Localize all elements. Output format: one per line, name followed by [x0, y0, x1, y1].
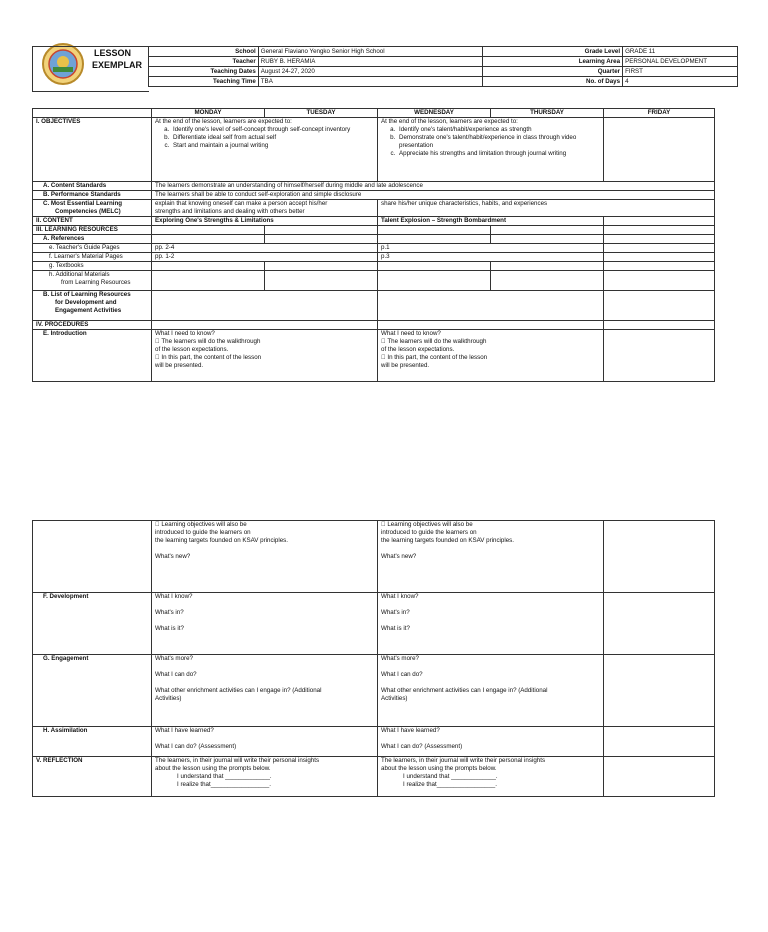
- header-row: [149, 47, 738, 57]
- monday-tg-pages: pp. 2-4: [152, 244, 378, 253]
- day-header: TUESDAY: [265, 109, 378, 118]
- content-standards-text: The learners demonstrate an understanding of himself/herself during middle and late adolescence: [152, 182, 715, 191]
- development-row: [33, 593, 715, 655]
- header-row: [149, 77, 738, 87]
- header-label: Teacher: [149, 57, 259, 67]
- textbooks-row: [33, 262, 715, 271]
- learning-resources-row: [33, 226, 715, 235]
- row-label: F. Development: [33, 593, 152, 655]
- objective-item: b. Demonstrate one's talent/habit/experience in class through video presentation: [397, 134, 600, 150]
- row-label: h. Additional Materials from Learning Resources: [33, 271, 152, 291]
- row-label: g. Textbooks: [33, 262, 152, 271]
- additional-materials-row: [33, 271, 715, 291]
- tg-pages-row: [33, 244, 715, 253]
- reflection-row: [33, 757, 715, 797]
- performance-standards-row: [33, 191, 715, 200]
- row-label: I. OBJECTIVES: [33, 118, 152, 182]
- wednesday-lm-pages: p.3: [378, 253, 604, 262]
- monday-introduction-continued: Learning objectives will also be introduced to guide the learners on the learning targets founded on KSAV principles. What's new?: [152, 521, 378, 593]
- row-label: IV. PROCEDURES: [33, 321, 152, 330]
- monday-introduction: What I need to know? The learners will do the walkthrough of the lesson expectations. In this part, the content of the lesson will be presented.: [152, 330, 378, 382]
- header-value: FIRST: [623, 67, 738, 77]
- row-label: E. Introduction: [33, 330, 152, 382]
- row-label: B. List of Learning Resources for Development and Engagement Activities: [33, 291, 152, 321]
- day-header-row: [33, 109, 715, 118]
- day-header: MONDAY: [152, 109, 265, 118]
- objective-item: c. Appreciate his strengths and limitation through journal writing: [397, 150, 600, 158]
- day-header: WEDNESDAY: [378, 109, 491, 118]
- header-label: Teaching Dates: [149, 67, 259, 77]
- content-standards-row: [33, 182, 715, 191]
- monday-assimilation: What I have learned? What I can do? (Assessment): [152, 727, 378, 757]
- objective-item: a. Identify one's talent/habit/experience as strength: [397, 126, 600, 134]
- monday-engagement: What's more? What I can do? What other enrichment activities can I engage in? (Additional Activities): [152, 655, 378, 727]
- references-row: [33, 235, 715, 244]
- objective-item: a. Identify one's level of self-concept through self-concept inventory: [171, 126, 374, 134]
- content-row: [33, 217, 715, 226]
- wednesday-content: Talent Explosion – Strength Bombardment: [378, 217, 604, 226]
- objectives-row: [33, 118, 715, 182]
- performance-standards-text: The learners shall be able to conduct self-exploration and simple disclosure: [152, 191, 715, 200]
- wednesday-development: What I know? What's in? What is it?: [378, 593, 604, 655]
- header-value: TBA: [258, 77, 483, 87]
- engagement-row: [33, 655, 715, 727]
- header-logo-box: [32, 46, 149, 92]
- daily-lesson-table: [32, 108, 715, 382]
- wednesday-assimilation: What I have learned? What I can do? (Assessment): [378, 727, 604, 757]
- objective-item: c. Start and maintain a journal writing: [171, 142, 374, 150]
- header-row: [149, 57, 738, 67]
- row-label: e. Teacher's Guide Pages: [33, 244, 152, 253]
- row-label: C. Most Essential Learning Competencies (MELC): [33, 200, 152, 217]
- wednesday-engagement: What's more? What I can do? What other enrichment activities can I engage in? (Additional Activities): [378, 655, 604, 727]
- row-label: V. REFLECTION: [33, 757, 152, 797]
- header-value: PERSONAL DEVELOPMENT: [623, 57, 738, 67]
- wednesday-introduction: What I need to know? The learners will do the walkthrough of the lesson expectations. In this part, the content of the lesson will be presented.: [378, 330, 604, 382]
- assimilation-row: [33, 727, 715, 757]
- header-row: [149, 67, 738, 77]
- header-label: No. of Days: [483, 77, 623, 87]
- row-label: A. References: [33, 235, 152, 244]
- wednesday-reflection: The learners, in their journal will write their personal insights about the lesson using the prompts below. I understand that _____________. I realize that_________________.: [378, 757, 604, 797]
- row-label: G. Engagement: [33, 655, 152, 727]
- list-resources-row: [33, 291, 715, 321]
- row-label: II. CONTENT: [33, 217, 152, 226]
- monday-lm-pages: pp. 1-2: [152, 253, 378, 262]
- header-label: Teaching Time: [149, 77, 259, 87]
- monday-development: What I know? What's in? What is it?: [152, 593, 378, 655]
- title-line-2: EXEMPLAR: [92, 60, 143, 70]
- lm-pages-row: [33, 253, 715, 262]
- header-label: School: [149, 47, 259, 57]
- row-label: III. LEARNING RESOURCES: [33, 226, 152, 235]
- header-value: GRADE 11: [623, 47, 738, 57]
- wednesday-objectives: At the end of the lesson, learners are expected to: a. Identify one's talent/habit/experience as strength b. Demonstrate one's talent/habit/experience in class through video presentation c. Appreciate his strengths and limitation through journal writing: [378, 118, 604, 182]
- introduction-continued-row: [33, 521, 715, 593]
- header-label: Quarter: [483, 67, 623, 77]
- header-value: August 24-27, 2020: [258, 67, 483, 77]
- monday-objectives: At the end of the lesson, learners are expected to: a. Identify one's level of self-concept through self-concept inventory b. Differentiate ideal self from actual self c. Start and maintain a journal writing: [152, 118, 378, 182]
- day-header: FRIDAY: [604, 109, 715, 118]
- header-label: Grade Level: [483, 47, 623, 57]
- daily-lesson-table-continued: [32, 520, 715, 797]
- objective-item: b. Differentiate ideal self from actual self: [171, 134, 374, 142]
- day-header: THURSDAY: [491, 109, 604, 118]
- introduction-row: [33, 330, 715, 382]
- wednesday-introduction-continued: Learning objectives will also be introduced to guide the learners on the learning targets founded on KSAV principles. What's new?: [378, 521, 604, 593]
- monday-melc: explain that knowing oneself can make a person accept his/her strengths and limitations and dealing with others better: [152, 200, 378, 217]
- monday-reflection: The learners, in their journal will write their personal insights about the lesson using the prompts below. I understand that _____________. I realize that_________________.: [152, 757, 378, 797]
- header-info-table: [148, 46, 738, 87]
- title-line-1: LESSON: [94, 48, 132, 58]
- wednesday-melc: share his/her unique characteristics, habits, and experiences: [378, 200, 715, 217]
- row-label: H. Assimilation: [33, 727, 152, 757]
- header-value: General Flaviano Yengko Senior High School: [258, 47, 483, 57]
- header-value: RUBY B. HERAMIA: [258, 57, 483, 67]
- row-label: B. Performance Standards: [33, 191, 152, 200]
- row-label: A. Content Standards: [33, 182, 152, 191]
- header-value: 4: [623, 77, 738, 87]
- melc-row: [33, 200, 715, 217]
- wednesday-tg-pages: p.1: [378, 244, 604, 253]
- header-label: Learning Area: [483, 57, 623, 67]
- procedures-row: [33, 321, 715, 330]
- monday-content: Exploring One's Strengths & Limitations: [152, 217, 378, 226]
- row-label: f. Learner's Material Pages: [33, 253, 152, 262]
